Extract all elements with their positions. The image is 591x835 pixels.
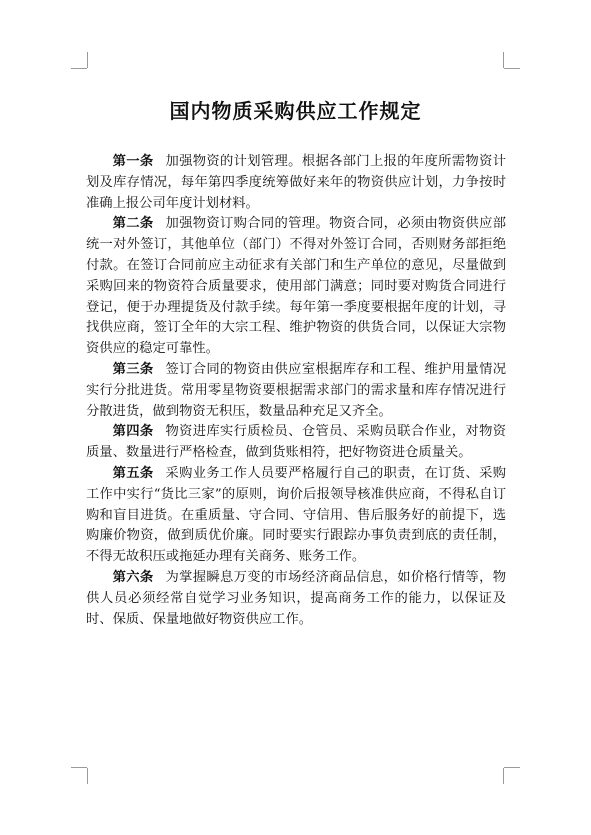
article-number: 第五条 xyxy=(112,465,154,481)
crop-mark-bottom-right-v xyxy=(503,768,504,784)
article-5 xyxy=(86,464,506,568)
article-4 xyxy=(86,422,506,464)
article-2 xyxy=(86,214,506,360)
document-body xyxy=(86,152,506,630)
article-text: 物资进库实行质检员、仓管员、采购员联合作业，对物资质量、数量进行严格检查，做到货账相符，把好物资进仓质量关。 xyxy=(86,424,507,461)
article-text: 签订合同的物资由供应室根据库存和工程、维护用量情况实行分批进货。常用零星物资要根据需求部门的需求量和库存情况进行分散进货，做到物资无积压，数量品种充足又齐全。 xyxy=(86,361,507,419)
article-number: 第一条 xyxy=(112,154,154,169)
article-text: 采购业务工作人员要严格履行自己的职责，在订货、采购工作中实行“货比三家”的原则，询价后报领导核准供应商，不得私自订购和盲目进货。在重质量、守合同、守信用、售后服务好的前提下，选购廉价物资，做到质优价廉。同时要实行跟踪办事负责到底的责任制，不得无故积压或拖延办理有关商务、账务工作。 xyxy=(86,465,507,565)
article-1 xyxy=(86,152,506,214)
crop-mark-bottom-right-h xyxy=(504,767,520,768)
crop-mark-bottom-left-h xyxy=(71,767,87,768)
article-text: 为掌握瞬息万变的市场经济商品信息，如价格行情等，物供人员必须经常自觉学习业务知识，提高商务工作的能力，以保证及时、保质、保量地做好物资供应工作。 xyxy=(86,569,507,627)
article-text: 加强物资的计划管理。根据各部门上报的年度所需物资计划及库存情况，每年第四季度统筹做好来年的物资供应计划，力争按时准确上报公司年度计划材料。 xyxy=(86,154,507,211)
article-number: 第三条 xyxy=(112,361,154,377)
article-text: 加强物资订购合同的管理。物资合同，必须由物资供应部统一对外签订，其他单位（部门）不得对外签订合同，否则财务部拒绝付款。在签订合同前应主动征求有关部门和生产单位的意见，尽量做到采购回来的物资符合质量要求，使用部门满意；同时要对购货合同进行登记，便于办理提货及付款手续。每年第一季度要根据年度的计划，寻找供应商，签订全年的大宗工程、维护物资的供货合同，以保证大宗物资供应的稳定可靠性。 xyxy=(86,216,507,357)
article-6 xyxy=(86,568,506,630)
crop-mark-top-left-v xyxy=(87,52,88,68)
crop-mark-top-right-v xyxy=(503,52,504,68)
article-number: 第四条 xyxy=(112,424,154,440)
crop-mark-bottom-left-v xyxy=(87,768,88,784)
article-number: 第六条 xyxy=(112,569,154,585)
article-number: 第二条 xyxy=(112,216,154,232)
crop-mark-top-right-h xyxy=(504,68,520,69)
document-title: 国内物质采购供应工作规定 xyxy=(169,99,422,123)
crop-mark-top-left-h xyxy=(71,68,87,69)
article-3 xyxy=(86,360,506,422)
